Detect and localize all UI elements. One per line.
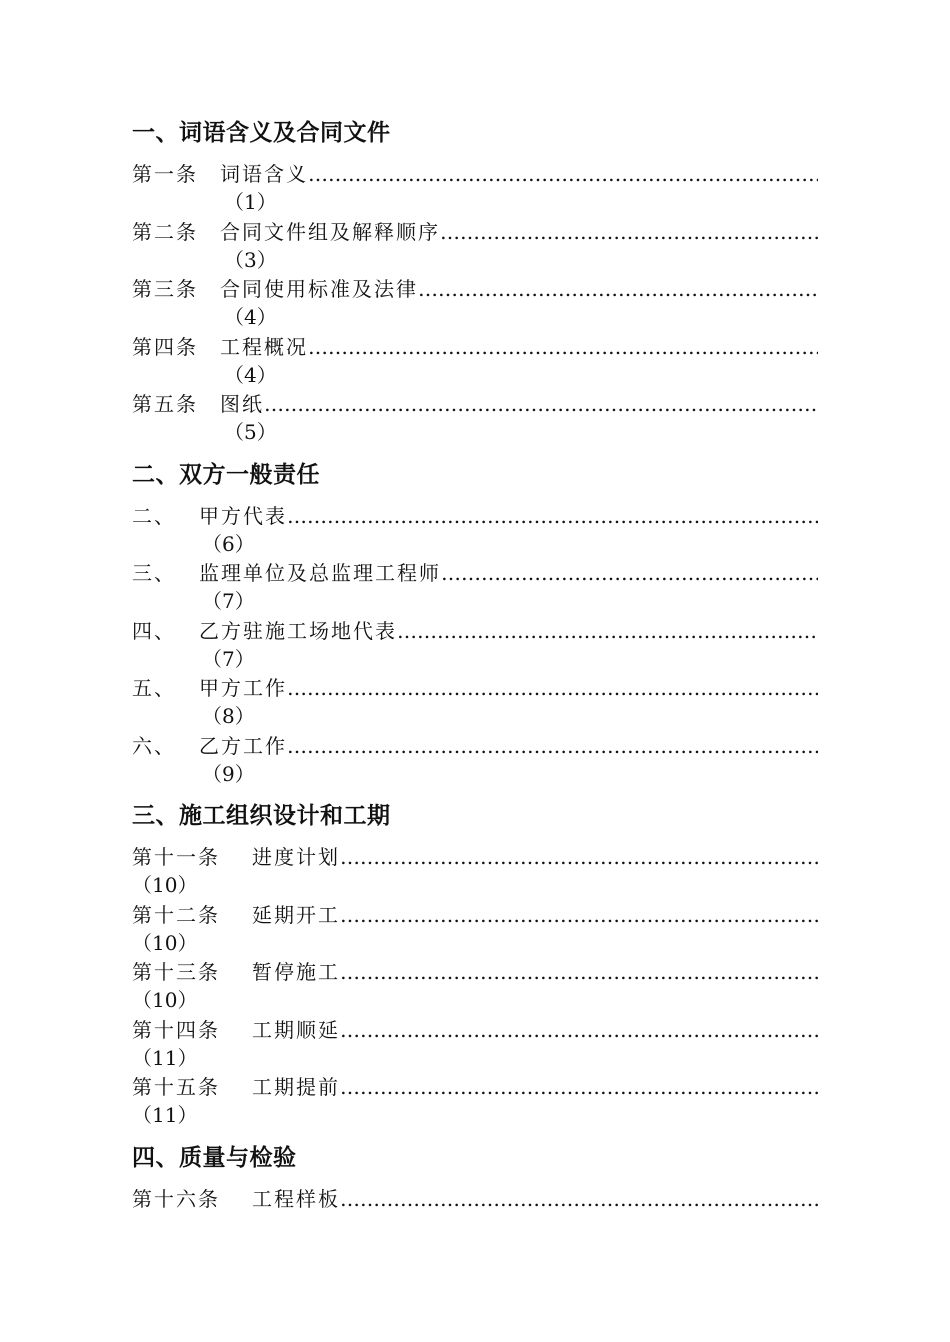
entry-title: 词语含义 ………………………………………………………………………………………………………………… — [220, 162, 818, 186]
entry-page: （3） — [224, 247, 277, 272]
entry-title: 工程概况 ………………………………………………………………………………………………………………… — [220, 335, 818, 359]
entry-page: （7） — [202, 589, 255, 613]
toc-entry[interactable] — [132, 217, 818, 275]
entry-page: （4） — [224, 362, 277, 387]
section-heading: 三、施工组织设计和工期 — [132, 803, 391, 829]
entry-page: （8） — [202, 704, 255, 728]
entry-title: 监理单位及总监理工程师 ………………………………………………………………………………………………………………… — [199, 561, 818, 585]
toc-entry[interactable] — [132, 900, 818, 958]
entry-title: 暂停施工 ………………………………………………………………………………………………………………… — [252, 960, 818, 984]
entry-page: （11） — [132, 1103, 198, 1127]
entry-number: 第一条 — [132, 162, 198, 186]
entry-title: 延期开工 ………………………………………………………………………………………………………………… — [252, 903, 818, 927]
entry-number: 第十五条 — [132, 1075, 220, 1099]
entry-number: 四、 — [132, 618, 176, 643]
toc-entry[interactable] — [132, 1184, 818, 1242]
entry-number: 二、 — [132, 503, 176, 528]
toc-entry[interactable] — [132, 616, 818, 674]
entry-page: （10） — [132, 988, 198, 1012]
toc-section-3 — [132, 796, 818, 1130]
toc-entry[interactable] — [132, 558, 818, 616]
entry-number: 第五条 — [132, 392, 198, 416]
entry-number: 第十一条 — [132, 845, 220, 869]
entry-page: （6） — [202, 531, 255, 556]
entry-number: 第十六条 — [132, 1186, 220, 1211]
entry-page: （10） — [132, 873, 198, 897]
toc-entry[interactable] — [132, 673, 818, 731]
toc-entry[interactable] — [132, 389, 818, 447]
entry-page: （10） — [132, 930, 198, 955]
entry-title: 图纸 ………………………………………………………………………………………………………………… — [220, 392, 818, 416]
toc-entry[interactable] — [132, 332, 818, 390]
entry-title: 甲方代表 ………………………………………………………………………………………………………………… — [199, 504, 818, 528]
entry-page: （9） — [202, 761, 255, 786]
table-of-contents — [132, 113, 818, 1249]
section-heading: 二、双方一般责任 — [132, 461, 320, 488]
entry-number: 第四条 — [132, 334, 198, 359]
toc-entry[interactable] — [132, 731, 818, 789]
entry-number: 第十二条 — [132, 902, 220, 927]
entry-title: 乙方工作 ………………………………………………………………………………………………………………… — [199, 734, 818, 758]
entry-number: 三、 — [132, 561, 176, 585]
toc-entry[interactable] — [132, 274, 818, 332]
toc-entry[interactable] — [132, 842, 818, 900]
toc-entry[interactable] — [132, 957, 818, 1015]
entry-page: （7） — [202, 646, 255, 671]
section-heading: 四、质量与检验 — [132, 1144, 297, 1171]
entry-title: 乙方驻施工场地代表 ………………………………………………………………………………………………………………… — [199, 619, 818, 643]
entry-title: 合同使用标准及法律 ………………………………………………………………………………………………………………… — [220, 277, 818, 301]
entry-page: （5） — [224, 420, 277, 444]
entry-number: 第十四条 — [132, 1017, 220, 1042]
section-heading: 一、词语含义及合同文件 — [132, 120, 391, 146]
entry-number: 五、 — [132, 676, 176, 700]
entry-title: 甲方工作 ………………………………………………………………………………………………………………… — [199, 676, 818, 700]
entry-title: 工期提前 ………………………………………………………………………………………………………………… — [252, 1075, 818, 1099]
toc-entry[interactable] — [132, 1072, 818, 1130]
entry-title: 工程样板 ………………………………………………………………………………………………………………… — [252, 1187, 818, 1211]
entry-page: （1） — [224, 190, 277, 214]
entry-number: 第三条 — [132, 277, 198, 301]
entry-number: 六、 — [132, 733, 176, 758]
entry-title: 工期顺延 ………………………………………………………………………………………………………………… — [252, 1018, 818, 1042]
toc-section-2 — [132, 455, 818, 789]
toc-section-4 — [132, 1138, 818, 1242]
entry-number: 第十三条 — [132, 960, 220, 984]
toc-section-1 — [132, 113, 818, 447]
entry-number: 第二条 — [132, 219, 198, 244]
toc-entry[interactable] — [132, 159, 818, 217]
entry-page: （4） — [224, 305, 277, 329]
entry-title: 合同文件组及解释顺序 ………………………………………………………………………………………………………………… — [220, 220, 818, 244]
entry-page: （11） — [132, 1045, 198, 1070]
toc-entry[interactable] — [132, 501, 818, 559]
toc-entry[interactable] — [132, 1015, 818, 1073]
entry-title: 进度计划 ………………………………………………………………………………………………………………… — [252, 845, 818, 869]
